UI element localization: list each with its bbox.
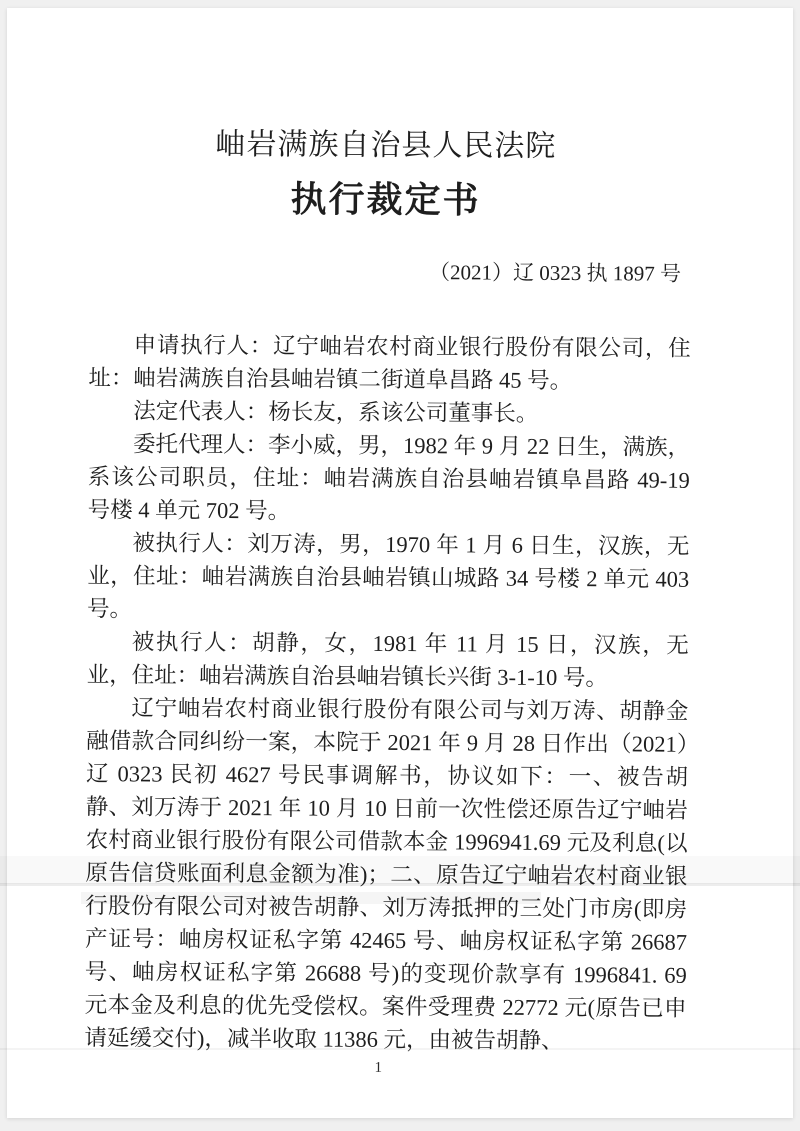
document-content: [3, 6, 796, 1121]
paragraph-entrusted-agent: 委托代理人：李小威，男，1982 年 9 月 22 日生，满族，系该公司职员，住址：岫岩满族自治县岫岩镇阜昌路 49-19 号楼 4 单元 702 号。: [87, 431, 691, 524]
case-number: （2021）辽 0323 执 1897 号: [429, 260, 682, 286]
document-body: [3, 328, 793, 1059]
paragraph-respondent-hu: 被执行人：胡静，女，1981 年 11 月 15 日，汉族，无业，住址：岫岩满族自治县岫岩镇长兴街 3-1-10 号。: [86, 629, 689, 691]
page-number: 1: [374, 1059, 383, 1076]
paragraph-applicant: 申请执行人：辽宁岫岩农村商业银行股份有限公司，住址：岫岩满族自治县岫岩镇二街道阜昌路 45 号。: [88, 332, 691, 394]
paragraph-respondent-liu: 被执行人：刘万涛，男，1970 年 1 月 6 日生，汉族，无业，住址：岫岩满族自治县岫岩镇山城路 34 号楼 2 单元 403 号。: [86, 530, 690, 622]
document-title: 执行裁定书: [290, 179, 481, 221]
court-name-heading: 岫岩满族自治县人民法院: [215, 127, 557, 163]
document-page: [7, 8, 793, 1118]
paragraph-case-background: 辽宁岫岩农村商业银行股份有限公司与刘万涛、胡静金融借款合同纠纷一案，本院于 2021 年 9 月 28 日作出（2021）辽 0323 民初 4627 号民事调解书，协议如下：一、被告胡静、刘万涛于 2021 年 10 月 10 日前一次性偿还原告辽宁岫岩农村商业银行股份有限公司借款本金 1996941.69 元及利息(以原告信贷账面利息金额为准)；二、原告辽宁岫岩农村商业银行股份有限公司对被告胡静、刘万涛抵押的三处门市房(即房产证号：岫房权证私字第 42465 号、岫房权证私字第 26687 号、岫房权证私字第 26688 号)的变现价款享有 1996841. 69 元本金及利息的优先受偿权。案件受理费 22772 元(原告已申请延缓交付)，减半收取 11386 元，由被告胡静、: [84, 695, 689, 1054]
paragraph-legal-representative: 法定代表人：杨长友，系该公司董事长。: [133, 398, 539, 426]
